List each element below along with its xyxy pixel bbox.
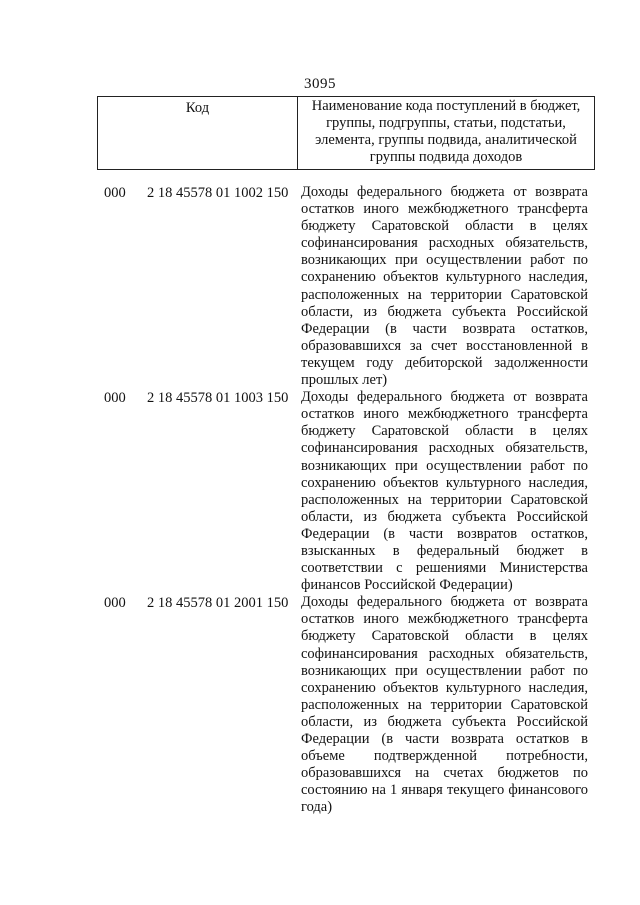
page-number: 3095: [304, 76, 336, 92]
row-admin-code: 000: [104, 390, 126, 407]
table-header: [97, 96, 595, 170]
row-description: Доходы федерального бюджета от возврата остатков иного межбюджетного трансферта бюджету Саратовской области в целях софинансирования расходных обязательств, возникающих при осуществлении работ по сохранению объектов культурного наследия, расположенных на территории Саратовской области, из бюджета субъекта Российской Федерации (в части возврата остатков, образовавшихся за счет восстановленной в текущем году дебиторской задолженности прошлых лет): [301, 184, 588, 389]
row-income-code: 2 18 45578 01 2001 150: [147, 595, 289, 612]
header-name-cell: Наименование кода поступлений в бюджет, группы, подгруппы, статьи, подстатьи, элемента, группы подвида, аналитической группы подвида доходов: [311, 98, 581, 165]
row-description: Доходы федерального бюджета от возврата остатков иного межбюджетного трансферта бюджету Саратовской области в целях софинансирования расходных обязательств, возникающих при осуществлении работ по сохранению объектов культурного наследия, расположенных на территории Саратовской области, из бюджета субъекта Российской Федерации (в части возврата остатков в объеме подтвержденной потребности, образовавшихся на счетах бюджетов по состоянию на 1 января текущего финансового года): [301, 594, 588, 816]
row-income-code: 2 18 45578 01 1003 150: [147, 390, 289, 407]
header-code-cell: Код: [98, 97, 298, 169]
table-row: [0, 389, 640, 594]
table-row: [0, 184, 640, 389]
table-body: [0, 184, 640, 816]
row-description: Доходы федерального бюджета от возврата остатков иного межбюджетного трансферта бюджету Саратовской области в целях софинансирования расходных обязательств, возникающих при осуществлении работ по сохранению объектов культурного наследия, расположенных на территории Саратовской области, из бюджета субъекта Российской Федерации (в части возвратов остатков, взысканных в федеральный бюджет в соответствии с решениями Министерства финансов Российской Федерации): [301, 389, 588, 594]
row-admin-code: 000: [104, 185, 126, 201]
row-income-code: 2 18 45578 01 1002 150: [147, 185, 289, 201]
row-admin-code: 000: [104, 595, 126, 612]
table-row: [0, 594, 640, 816]
